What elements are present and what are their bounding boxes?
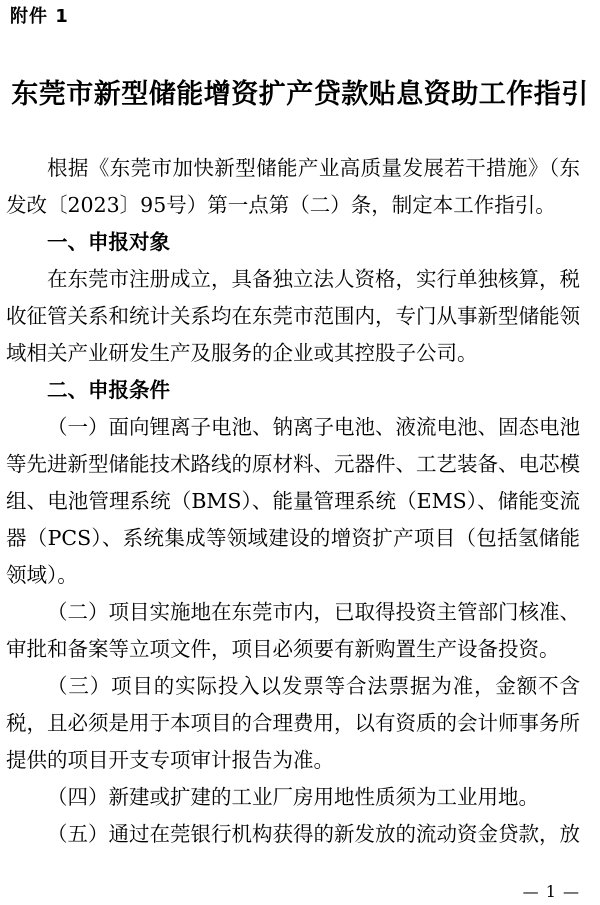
section-heading-conditions: 二、申报条件: [47, 378, 170, 402]
intro-paragraph: 根据《东莞市加快新型储能产业高质量发展若干措施》（东发改〔2023〕95号）第一点第（二）条，制定本工作指引。: [6, 156, 580, 217]
condition-1-paragraph: （一）面向锂离子电池、钠离子电池、液流电池、固态电池等先进新型储能技术路线的原材料、元器件、工艺装备、电芯模组、电池管理系统（BMS）、能量管理系统（EMS）、储能变流器（PCS）、系统集成等领域建设的增资扩产项目（包括氢储能领域）。: [6, 415, 580, 587]
page-number: — 1 —: [522, 882, 580, 901]
condition-5-paragraph: （五）通过在莞银行机构获得的新发放的流动资金贷款，放: [47, 822, 580, 846]
condition-3-paragraph: （三）项目的实际投入以发票等合法票据为准，金额不含税，且必须是用于本项目的合理费用，以有资质的会计师事务所提供的项目开支专项审计报告为准。: [6, 674, 580, 772]
condition-4-paragraph: （四）新建或扩建的工业厂房用地性质须为工业用地。: [47, 785, 539, 809]
section-heading-applicants: 一、申报对象: [47, 230, 170, 254]
attachment-label: 附件 1: [10, 6, 69, 27]
condition-2-paragraph: （二）项目实施地在东莞市内，已取得投资主管部门核准、审批和备案等立项文件，项目必须要有新购置生产设备投资。: [6, 600, 580, 661]
document-title: 东莞市新型储能增资扩产贷款贴息资助工作指引: [11, 79, 589, 110]
applicants-paragraph: 在东莞市注册成立，具备独立法人资格，实行单独核算，税收征管关系和统计关系均在东莞市范围内，专门从事新型储能领域相关产业研发生产及服务的企业或其控股子公司。: [6, 267, 580, 365]
document-body: [6, 150, 580, 853]
